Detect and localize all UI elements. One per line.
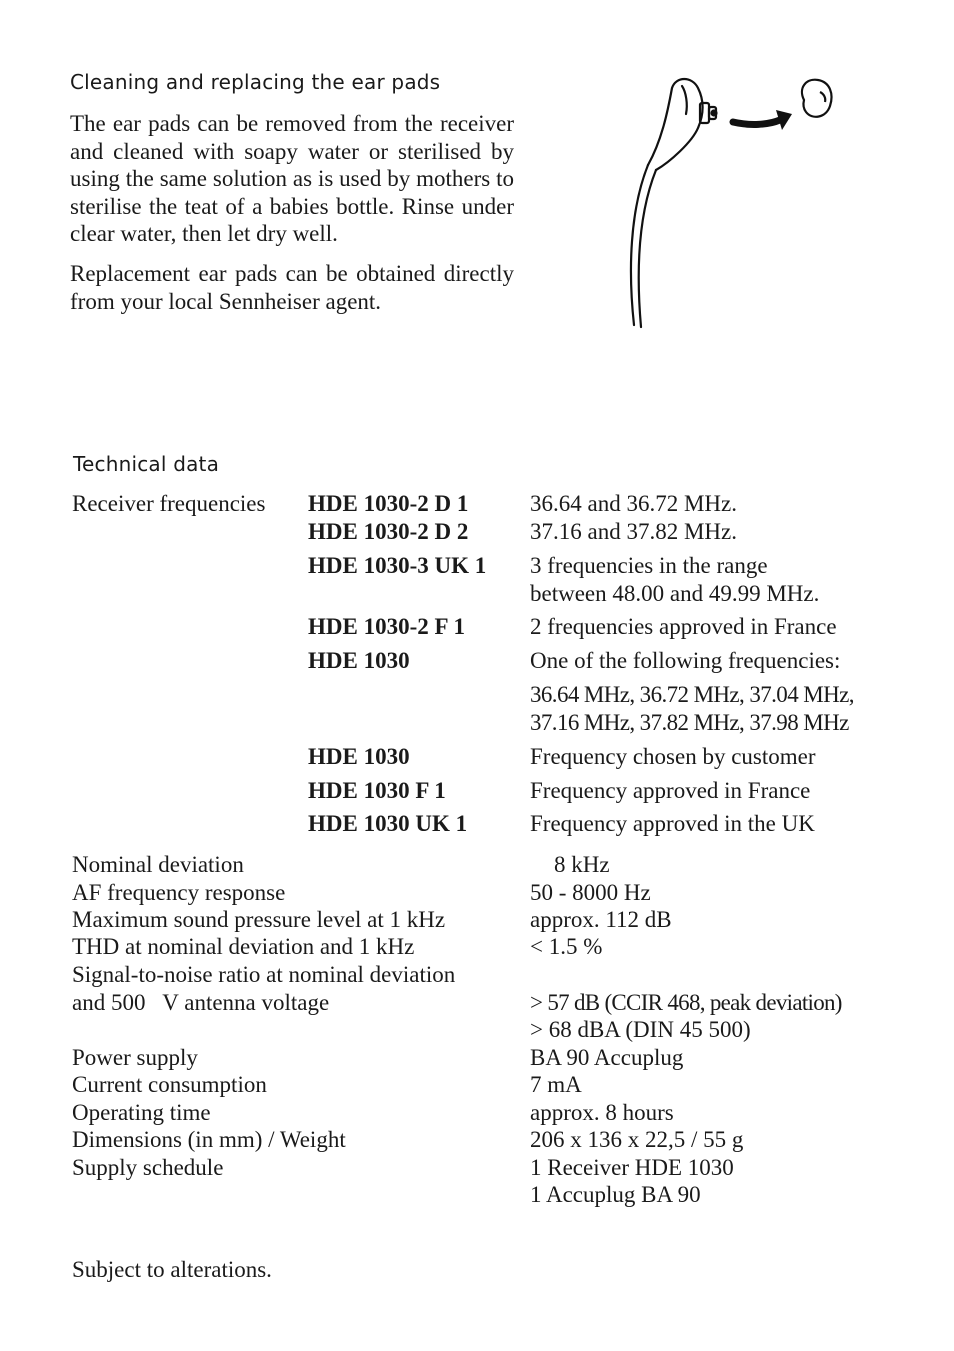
spec-label: AF frequency response xyxy=(72,880,286,905)
spec-value: > 57 dB (CCIR 468, peak deviation) xyxy=(530,990,842,1015)
spec-value: 50 - 8000 Hz xyxy=(530,880,651,905)
model-frequency: 2 frequencies approved in France xyxy=(530,614,837,639)
spec-label: Power supply xyxy=(72,1045,198,1070)
model-name: HDE 1030-2 D 1 xyxy=(308,491,469,516)
spec-label: Nominal deviation xyxy=(72,852,244,877)
spec-label: Maximum sound pressure level at 1 kHz xyxy=(72,907,446,932)
spec-value: approx. 8 hours xyxy=(530,1100,674,1125)
spec-value: 8 kHz xyxy=(554,852,610,877)
cleaning-paragraph-2: Replacement ear pads can be obtained directly from your local Sennheiser agent. xyxy=(70,261,514,314)
section-heading-cleaning: Cleaning and replacing the ear pads xyxy=(70,70,441,94)
spec-label: and 500 V antenna voltage xyxy=(72,990,330,1015)
model-frequency: One of the following frequencies: xyxy=(530,648,841,673)
model-frequency: Frequency approved in France xyxy=(530,778,811,803)
section-heading-technical: Technical data xyxy=(73,452,220,476)
model-name: HDE 1030-3 UK 1 xyxy=(308,553,487,578)
spec-value: 1 Receiver HDE 1030 xyxy=(530,1155,734,1180)
receiver-frequencies-label: Receiver frequencies xyxy=(72,491,266,516)
frequency-list: 37.16 MHz, 37.82 MHz, 37.98 MHz xyxy=(530,710,849,735)
model-frequency: 36.64 and 36.72 MHz. xyxy=(530,491,737,516)
spec-label: Signal-to-noise ratio at nominal deviation xyxy=(72,962,456,987)
spec-label: Supply schedule xyxy=(72,1155,224,1180)
footer-note: Subject to alterations. xyxy=(72,1257,272,1282)
model-name: HDE 1030 UK 1 xyxy=(308,811,468,836)
model-name: HDE 1030 xyxy=(308,744,410,769)
model-name: HDE 1030 xyxy=(308,648,410,673)
model-frequency: Frequency approved in the UK xyxy=(530,811,815,836)
model-name: HDE 1030-2 F 1 xyxy=(308,614,465,639)
frequency-list: 36.64 MHz, 36.72 MHz, 37.04 MHz, xyxy=(530,682,854,707)
model-frequency: 3 frequencies in the range xyxy=(530,553,768,578)
spec-value: BA 90 Accuplug xyxy=(530,1045,684,1070)
model-frequency: Frequency chosen by customer xyxy=(530,744,816,769)
model-name: HDE 1030 F 1 xyxy=(308,778,446,803)
spec-value: 7 mA xyxy=(530,1072,582,1097)
spec-value: > 68 dBA (DIN 45 500) xyxy=(530,1017,751,1042)
model-name: HDE 1030-2 D 2 xyxy=(308,519,469,544)
cleaning-paragraph-1: The ear pads can be removed from the receiver and cleaned with soapy water or sterilised by using the same solution as is used by mothers to sterilise the teat of a babies bottle. Rinse under clear water, then let dry well. xyxy=(70,111,514,246)
spec-value: 206 x 136 x 22,5 / 55 g xyxy=(530,1127,744,1152)
spec-label: Current consumption xyxy=(72,1072,267,1097)
model-frequency: 37.16 and 37.82 MHz. xyxy=(530,519,737,544)
spec-value: < 1.5 % xyxy=(530,934,603,959)
model-frequency: between 48.00 and 49.99 MHz. xyxy=(530,581,820,606)
spec-label: Dimensions (in mm) / Weight xyxy=(72,1127,346,1152)
spec-label: THD at nominal deviation and 1 kHz xyxy=(72,934,415,959)
earphone-ear-pad-removal-icon xyxy=(620,70,850,335)
spec-value: approx. 112 dB xyxy=(530,907,672,932)
spec-label: Operating time xyxy=(72,1100,211,1125)
spec-value: 1 Accuplug BA 90 xyxy=(530,1182,701,1207)
